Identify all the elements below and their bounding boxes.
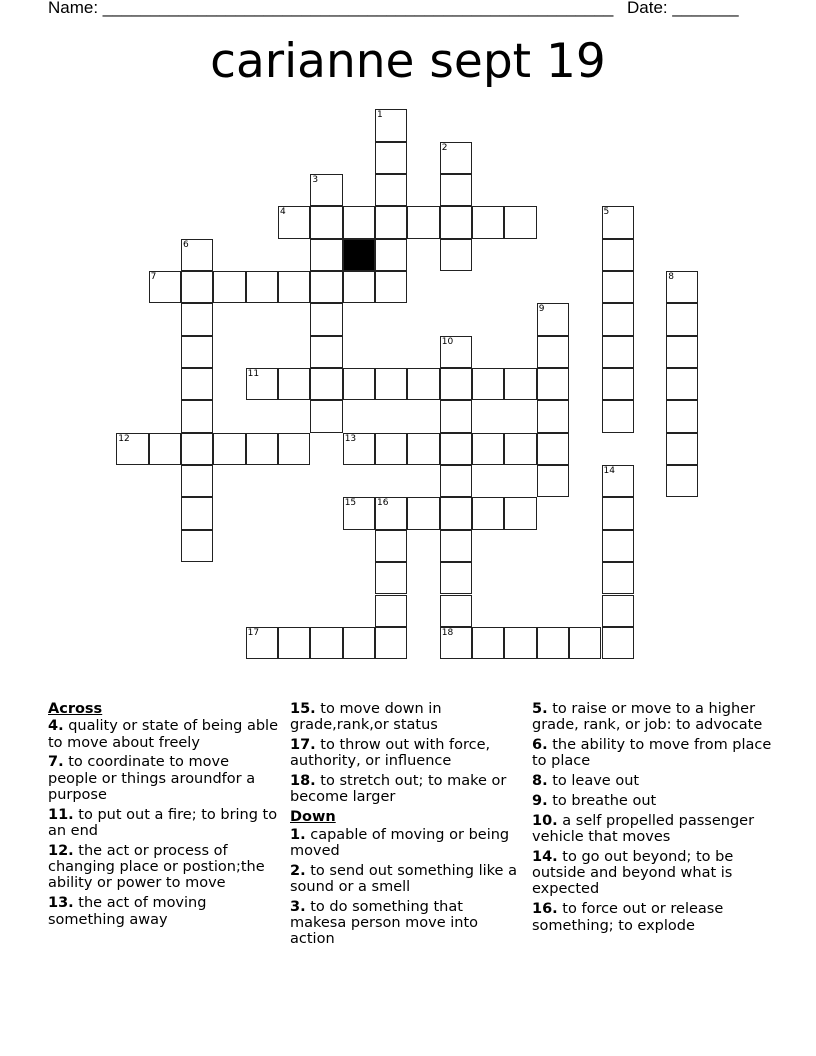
grid-cell[interactable] [407,206,439,238]
grid-cell[interactable] [537,368,569,400]
grid-cell[interactable] [602,303,634,335]
clue-number: 6 [182,239,189,250]
date-field-label: Date: _______ [627,0,739,17]
grid-cell[interactable] [310,271,342,303]
grid-cell[interactable] [310,336,342,368]
clue-across-13: 13. the act of moving something away [48,895,207,928]
grid-cell[interactable] [375,109,407,141]
grid-cell[interactable] [213,433,245,465]
grid-cell[interactable] [602,465,634,497]
grid-cell[interactable] [666,336,698,368]
grid-cell[interactable] [440,627,472,659]
clue-down-16: 16. to force out or release something; to explode [532,901,724,934]
grid-cell[interactable] [504,368,536,400]
grid-cell[interactable] [181,368,213,400]
grid-cell[interactable] [602,497,634,529]
grid-cell[interactable] [440,400,472,432]
grid-cell[interactable] [343,433,375,465]
grid-cell[interactable] [181,400,213,432]
clue-number: 4 [280,207,286,218]
grid-cell[interactable] [278,368,310,400]
grid-cell[interactable] [602,627,634,659]
grid-cell[interactable] [246,627,278,659]
grid-cell[interactable] [310,627,342,659]
grid-cell[interactable] [537,465,569,497]
clue-across-11: 11. to put out a fire; to bring to an end [48,806,278,840]
grid-cell[interactable] [504,627,536,659]
clue-across-18: 18. to stretch out; to make or become larger [290,773,507,806]
grid-cell[interactable] [666,400,698,432]
grid-cell[interactable] [310,400,342,432]
clue-number: 13 [344,433,357,444]
grid-cell[interactable] [375,595,407,627]
clue-number: 12 [118,433,130,444]
grid-cell[interactable] [666,465,698,497]
clue-number: 18 [441,627,454,638]
grid-cell[interactable] [310,239,342,271]
clue-across-15: 15. to move down in grade,rank,or status [290,701,442,734]
clue-number: 8 [668,272,674,282]
grid-cell[interactable] [310,206,342,238]
grid-cell[interactable] [375,530,407,562]
grid-cell[interactable] [472,627,504,659]
grid-cell[interactable] [602,562,634,594]
clue-across-4: 4. quality or state of being able to move about freely [48,718,278,751]
clue-number: 14 [603,466,615,477]
grid-cell[interactable] [375,627,407,659]
grid-cell[interactable] [278,206,310,238]
grid-cell[interactable] [440,368,472,400]
grid-cell[interactable] [246,271,278,303]
grid-cell[interactable] [149,433,181,465]
grid-cell[interactable] [407,433,439,465]
grid-cell[interactable] [537,336,569,368]
clue-number: 9 [538,304,545,315]
grid-cell[interactable] [440,206,472,238]
grid-cell[interactable] [181,336,213,368]
grid-cell[interactable] [343,368,375,400]
grid-cell[interactable] [602,400,634,432]
grid-cell[interactable] [666,433,698,465]
grid-cell[interactable] [440,595,472,627]
grid-cell[interactable] [440,142,472,174]
grid-cell[interactable] [602,595,634,627]
grid-cell[interactable] [181,497,213,529]
grid-cell[interactable] [666,303,698,335]
grid-cell[interactable] [116,433,148,465]
grid-cell[interactable] [246,433,278,465]
clues-column-1 [48,701,280,931]
grid-cell[interactable] [310,174,342,206]
grid-cell[interactable] [504,206,536,238]
clues-column-2 [290,701,522,951]
grid-cell[interactable] [504,433,536,465]
clue-down-1: 1. capable of moving or being moved [290,826,510,859]
grid-cell[interactable] [375,368,407,400]
clue-number: 16 [377,498,389,509]
grid-cell[interactable] [602,336,634,368]
grid-cell[interactable] [375,497,407,529]
clue-down-3: 3. to do something that makesa person move into action [290,898,479,948]
grid-cell[interactable] [537,400,569,432]
clue-across-12: 12. the act or process of changing place or postion;the ability or power to move [48,842,265,892]
grid-cell[interactable] [181,303,213,335]
grid-cell[interactable] [278,271,310,303]
grid-cell[interactable] [537,627,569,659]
grid-cell[interactable] [375,174,407,206]
name-field-label: Name: ______________________________________________________ [48,0,614,17]
clue-down-8: 8. to leave out [532,773,640,790]
grid-cell[interactable] [310,368,342,400]
grid-cell[interactable] [181,433,213,465]
grid-cell[interactable] [602,368,634,400]
grid-cell[interactable] [472,368,504,400]
grid-cell[interactable] [504,497,536,529]
clue-number: 5 [603,207,610,218]
grid-cell[interactable] [278,433,310,465]
clue-across-7: 7. to coordinate to move people or things aroundfor a purpose [48,754,256,803]
clue-number: 2 [441,142,448,153]
clue-down-2: 2. to send out something like a sound or a smell [290,862,517,895]
clue-down-5: 5. to raise or move to a higher grade, rank, or job: to advocate [532,701,763,734]
grid-cell[interactable] [181,271,213,303]
grid-cell[interactable] [181,465,213,497]
grid-cell[interactable] [343,497,375,529]
black-square [343,239,375,271]
grid-cell[interactable] [472,433,504,465]
clue-down-10: 10. a self propelled passenger vehicle that moves [532,812,755,846]
grid-cell[interactable] [375,206,407,238]
clue-number: 3 [312,174,319,185]
grid-cell[interactable] [472,497,504,529]
grid-cell[interactable] [343,271,375,303]
grid-cell[interactable] [666,271,698,303]
grid-cell[interactable] [181,239,213,271]
grid-cell[interactable] [472,206,504,238]
clue-number: 1 [377,110,383,121]
grid-cell[interactable] [440,239,472,271]
grid-cell[interactable] [537,433,569,465]
grid-cell[interactable] [440,562,472,594]
grid-cell[interactable] [375,271,407,303]
clue-number: 7 [150,272,157,282]
clue-down-14: 14. to go out beyond; to be outside and beyond what is expected [532,848,734,898]
grid-cell[interactable] [569,627,601,659]
clue-down-9: 9. to breathe out [532,792,657,809]
grid-cell[interactable] [440,530,472,562]
grid-cell[interactable] [440,433,472,465]
grid-cell[interactable] [537,303,569,335]
grid-cell[interactable] [343,627,375,659]
puzzle-title: carianne sept 19 [210,34,606,89]
grid-cell[interactable] [278,627,310,659]
across-heading: Across [48,701,103,717]
clue-number: 17 [247,627,260,638]
grid-cell[interactable] [375,239,407,271]
clue-number: 15 [344,498,357,509]
grid-cell[interactable] [375,562,407,594]
grid-cell[interactable] [310,303,342,335]
grid-cell[interactable] [440,174,472,206]
grid-cell[interactable] [440,497,472,529]
grid-cell[interactable] [375,433,407,465]
grid-cell[interactable] [602,271,634,303]
grid-cell[interactable] [149,271,181,303]
grid-cell[interactable] [375,142,407,174]
clue-down-6: 6. the ability to move from place to place [532,737,772,770]
grid-cell[interactable] [666,368,698,400]
grid-cell[interactable] [213,271,245,303]
grid-cell[interactable] [440,336,472,368]
grid-cell[interactable] [181,530,213,562]
grid-cell[interactable] [602,530,634,562]
grid-cell[interactable] [246,368,278,400]
clue-number: 11 [247,369,260,380]
down-heading: Down [290,809,336,826]
grid-cell[interactable] [440,465,472,497]
grid-cell[interactable] [602,239,634,271]
clue-across-17: 17. to throw out with force, authority, or influence [290,737,491,770]
grid-cell[interactable] [602,206,634,238]
grid-cell[interactable] [407,497,439,529]
clue-number: 10 [441,336,454,347]
clues-column-3 [532,701,772,937]
grid-cell[interactable] [343,206,375,238]
grid-cell[interactable] [407,368,439,400]
